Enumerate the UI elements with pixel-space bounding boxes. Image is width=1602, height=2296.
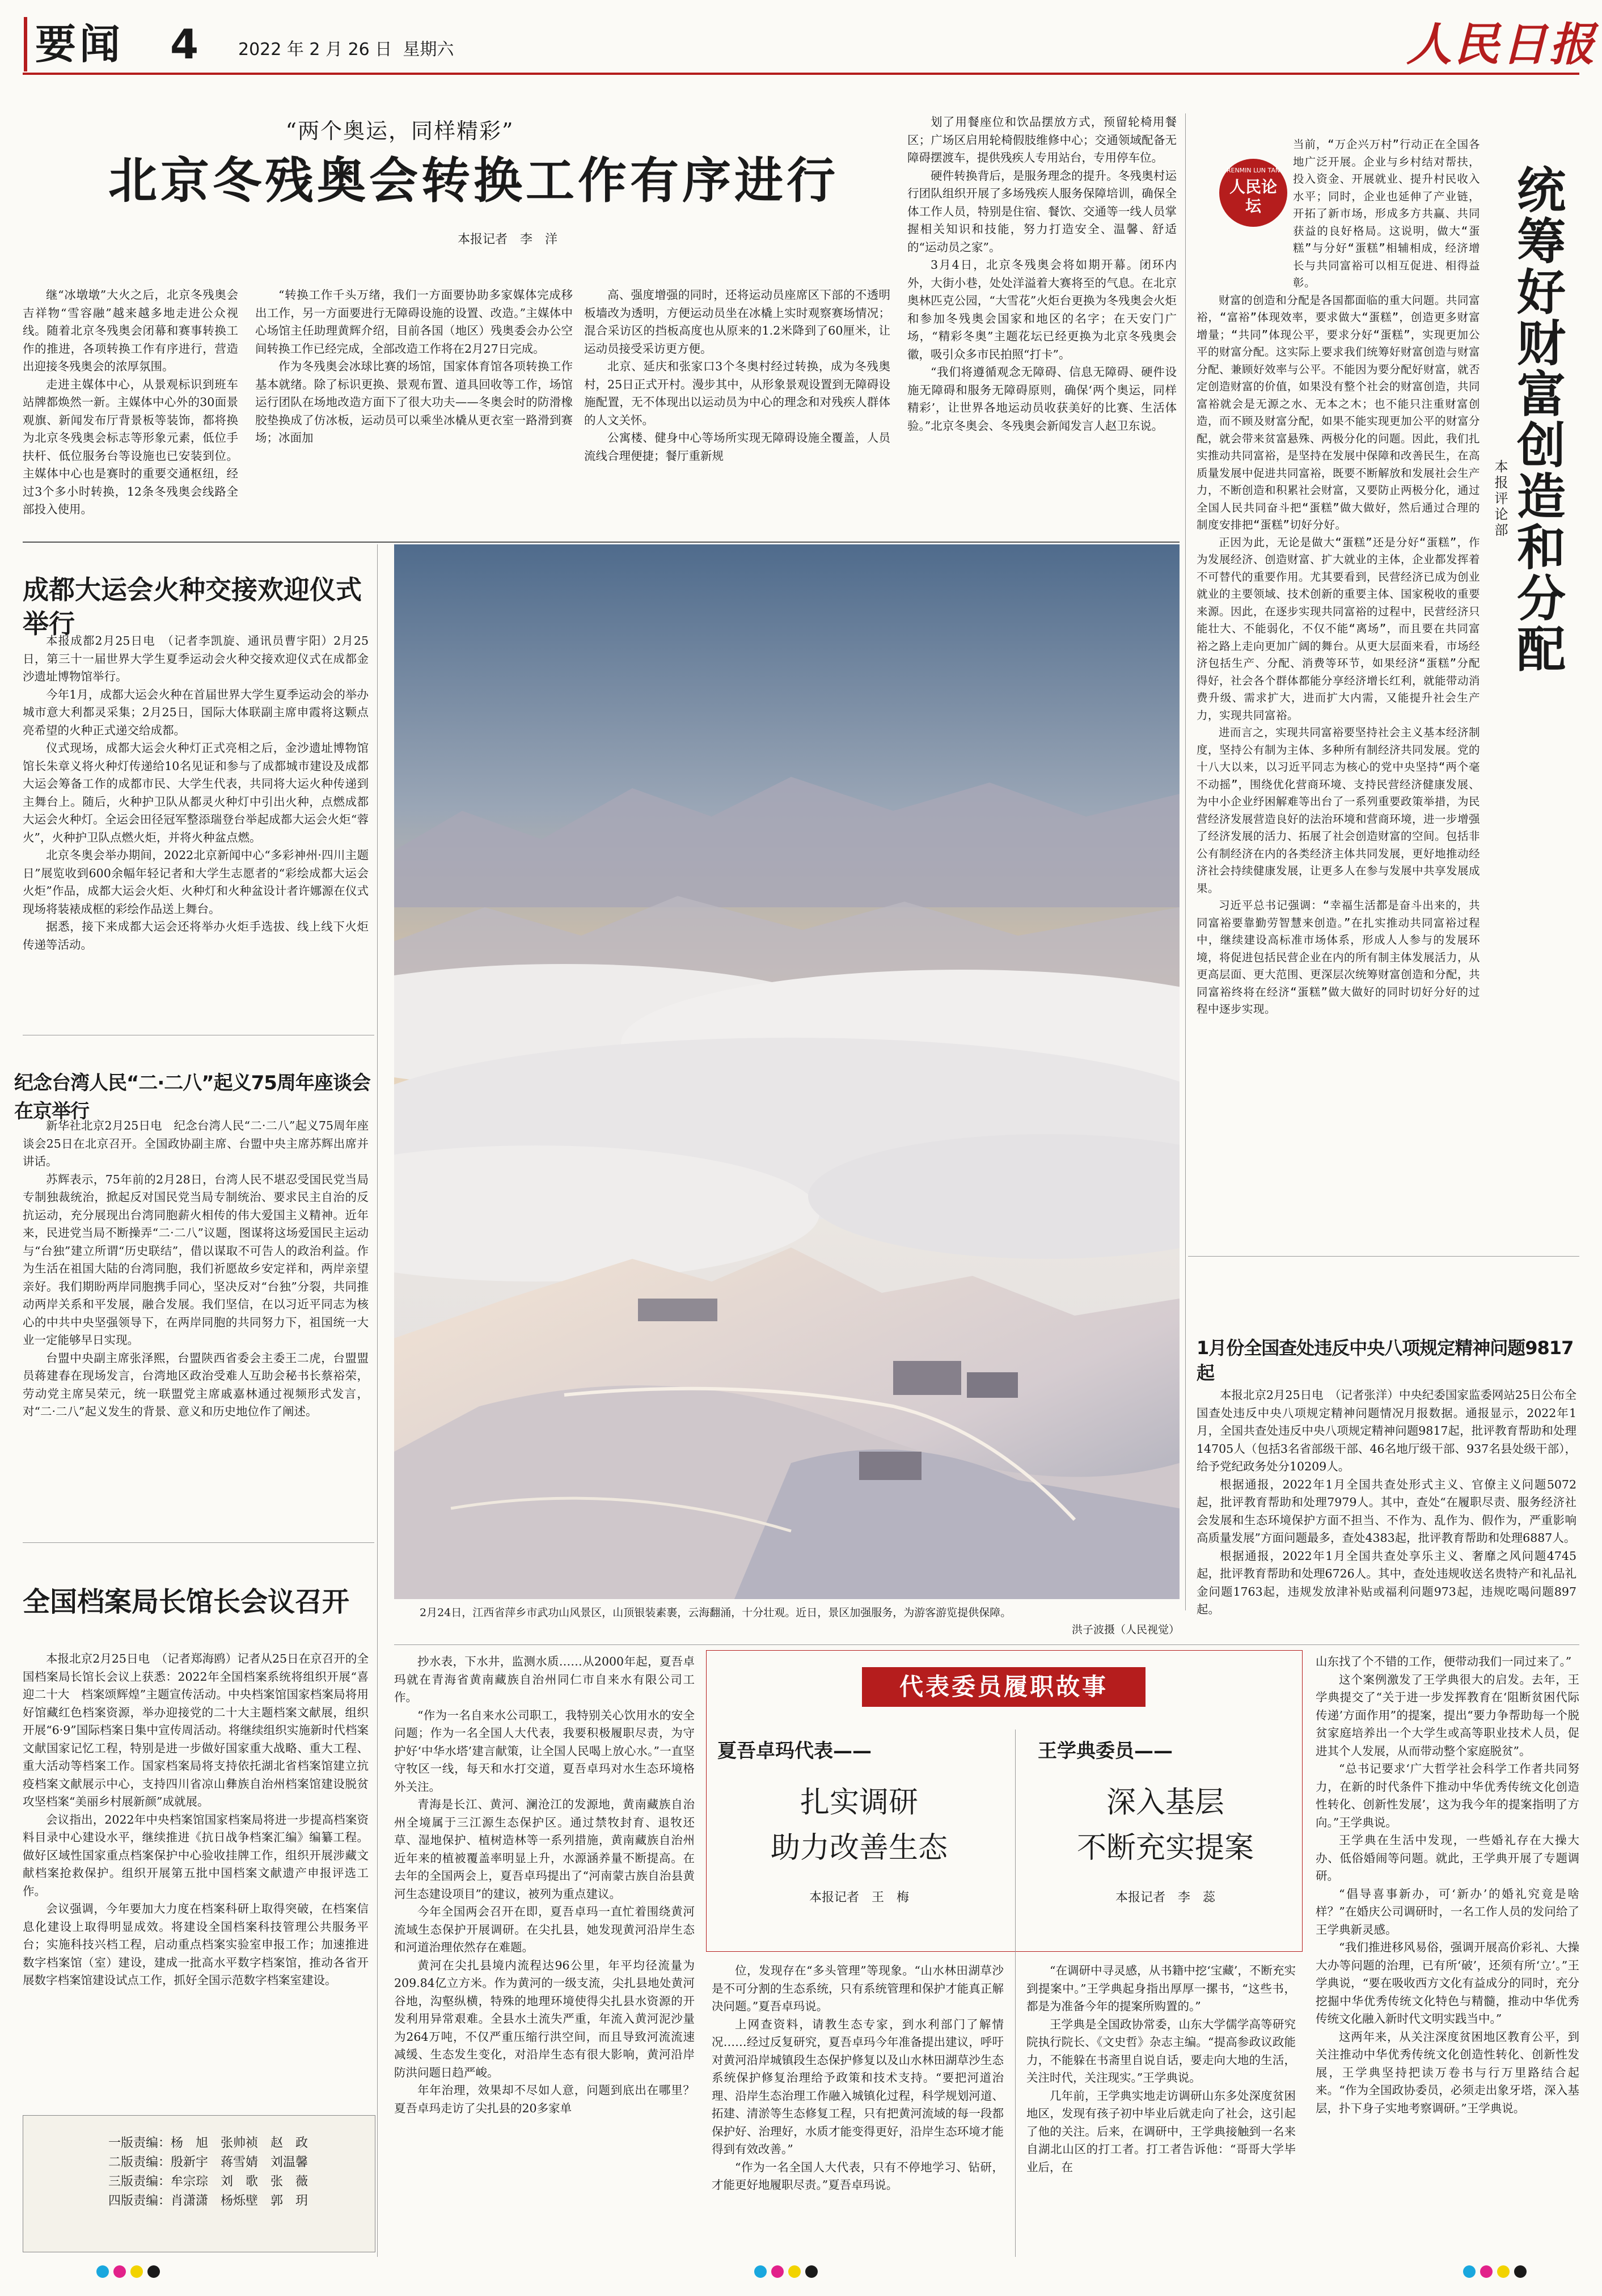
discipline-para: 本报北京2月25日电 （记者张洋）中央纪委国家监委网站25日公布全国查处违反中央八项规定精神问题情况月报数据。通报显示，2022年1月，全国共查处违反中央八项规定精神问题9817起，批评教育帮助和处理14705人（包括3名省部级干部、46名地厅级干部、937名县处级干部），给予党纪政务处分10209人。 bbox=[1197, 1388, 1576, 1473]
black-dot bbox=[805, 2265, 818, 2278]
feature-para: “倡导喜事新办，可‘新办’的婚礼究竟是啥样？”在婚庆公司调研时，一名工作人员的发问给了王学典新灵感。 bbox=[1316, 1887, 1579, 1936]
feature-left-title-1: 扎实调研 bbox=[800, 1786, 918, 1820]
magenta-dot bbox=[113, 2265, 126, 2278]
taiwan-para: 台盟中央副主席张泽熙，台盟陕西省委会主委王二虎，台盟盟员蒋建春在现场发言，台湾地区政治受难人互助会秘书长蔡裕荣，劳动党主席吴荣元，统一联盟党主席戚嘉林通过视频形式发言，对“二·二八”起义发生的背景、意义和历史地位作了阐述。 bbox=[23, 1351, 369, 1418]
feature-para: 这个案例激发了王学典很大的启发。去年，王学典提交了“关于进一步发挥教育在‘阻断贫困代际传递’方面作用”的提案，提出“要力争帮助每一个脱贫家庭培养出一个大学生或高等职业技术人员，促进其个人发展，从而带动整个家庭脱贫”。 bbox=[1316, 1672, 1579, 1758]
section-name: 要闻 bbox=[35, 20, 124, 68]
lead-para: 高、强度增强的同时，还将运动员座席区下部的不透明板墙改为透明，方便运动员坐在冰橇上实时观察赛场情况；混合采访区的挡板高度也从原来的1.2米降到了60厘米，让运动员接受采访更方便。 bbox=[584, 288, 890, 356]
lead-para: 硬件转换背后，是服务理念的提升。冬残奥村运行团队组织开展了多场残疾人服务保障培训，确保全体工作人员，特别是住宿、餐饮、交通等一线人员掌握相关知识和技能，努力打造安全、温馨、舒适的“运动员之家”。 bbox=[907, 168, 1177, 254]
divider-feature-mid bbox=[1015, 1730, 1016, 2257]
commentary-body bbox=[1197, 136, 1480, 1018]
editor-row-3 bbox=[108, 2172, 375, 2192]
taiwan-title: 纪念台湾人民“二·二八”起义75周年座谈会在京举行 bbox=[14, 1072, 370, 1123]
editor-names: 杨 旭 张帅祯 赵 政 bbox=[171, 2136, 308, 2150]
feature-left-para: 位，发现存在“多头管理”等现象。“山水林田湖草沙是不可分割的生态系统，只有系统管理和保护才能真正解决问题。”夏吾卓玛说。 bbox=[712, 1964, 1004, 2013]
lead-para: 公寓楼、健身中心等场所实现无障碍设施全覆盖，人员流线合理便捷；餐厅重新规 bbox=[584, 431, 890, 463]
commentary-para: 财富的创造和分配是各国都面临的重大问题。共同富裕，“富裕”体现效率，要求做大“蛋糕”，创造更多财富增量；“共同”体现公平，要求分好“蛋糕”，实现更加公平的财富分配。这实际上要求我们统筹好财富创造与财富分配、兼顾好效率与公平。不能因为要分配好财富，就否定创造财富的价值，如果没有整个社会的财富创造，共同富裕就会是无源之水、无本之木；也不能只注重财富创造，而不顾及财富分配，如果不能实现更加公平的财富分配，就会带来贫富悬殊、两极分化的问题。因此，我们扎实推动共同富裕，是坚持在发展中保障和改善民生，在高质量发展中促进共同富裕，既要不断解放和发展社会生产力，不断创造和积累社会财富，又要防止两极分化，通过全国人民共同奋斗把“蛋糕”做大做好，然后通过合理的制度安排把“蛋糕”切好分好。 bbox=[1197, 293, 1481, 531]
feature-far-right-col bbox=[1316, 1653, 1579, 2117]
chengdu-para: 本报成都2月25日电 （记者李凯旋、通讯员曹宇阳）2月25日，第三十一届世界大学生夏季运动会火种交接欢迎仪式在成都金沙遗址博物馆举行。 bbox=[23, 634, 369, 683]
feature-left-para: “作为一名全国人大代表，只有不停地学习、钻研，才能更好地履职尽责。”夏吾卓玛说。 bbox=[712, 2160, 1004, 2192]
cyan-dot bbox=[754, 2265, 767, 2278]
discipline-para: 根据通报，2022年1月全国共查处享乐主义、奢靡之风问题4745起，批评教育帮助和处理6726人。其中，查处违规收送名贵特产和礼品礼金问题1763起，违规发放津补贴或福利问题973起，违规吃喝问题897起。 bbox=[1197, 1549, 1576, 1616]
registration-dots-center bbox=[754, 2265, 822, 2280]
lead-para: 作为冬残奥会冰球比赛的场馆，国家体育馆各项转换工作基本就绪。除了标识更换、景观布置、道具回收等工作，场馆运行团队在场地改造方面下了很大功夫——冬奥会时的防滑橡胶垫换成了仿冰板，运动员可以乘坐冰橇从更衣室一路滑到赛场；冰面加 bbox=[255, 360, 573, 445]
editor-label: 三版责编： bbox=[108, 2175, 171, 2189]
chengdu-title: 成都大运会火种交接欢迎仪式举行 bbox=[23, 574, 362, 639]
chengdu-para: 仪式现场，成都大运会火种灯正式亮相之后，金沙遗址博物馆馆长朱章义将火种灯传递给10名见证和参与了成都城市建设及成都大运会筹备工作的成都市民、大学生代表，共同将大运火种传递到主舞台上。随后，火种护卫队从都灵火种灯中引出火种，点燃成都大运会火种灯。全运会田径冠军整添瑞登台举起成都大运会火炬“蓉火”，火种护卫队点燃火炬，并将火种盆点燃。 bbox=[23, 741, 369, 844]
feature-left-title-2: 助力改善生态 bbox=[770, 1831, 948, 1865]
discipline-title: 1月份全国查处违反中央八项规定精神问题9817起 bbox=[1197, 1337, 1574, 1384]
taiwan-body bbox=[23, 1117, 369, 1421]
feature-para: 这两年来，从关注深度贫困地区教育公平，到关注推动中华优秀传统文化创造性转化、创新性发展，王学典坚持把读万卷书与行万里路结合起来。“作为全国政协委员，必须走出象牙塔，深入基层，扑下身子实地考察调研。”王学典说。 bbox=[1316, 2029, 1579, 2115]
feature-right-para: 王学典是全国政协常委，山东大学儒学高等研究院执行院长、《文史哲》杂志主编。“提高参政议政能力，不能躲在书斋里自说自话，要走向大地的生活，关注时代，关注现实。”王学典说。 bbox=[1026, 2017, 1296, 2084]
landscape-photo bbox=[394, 544, 1180, 1599]
editor-row-4 bbox=[108, 2192, 375, 2211]
lead-para: 继“冰墩墩”大火之后，北京冬残奥会吉祥物“雪容融”越来越多地走进公众视线。随着北京冬残奥会闭幕和赛事转换工作的推进，各项转换工作有序进行，营造出迎接冬残奥会的浓厚氛围。 bbox=[23, 288, 238, 373]
lead-col-2 bbox=[255, 286, 573, 447]
yellow-dot bbox=[1497, 2265, 1510, 2278]
archives-body bbox=[23, 1650, 369, 1990]
lead-para: 走进主媒体中心，从景观标识到班车站牌都焕然一新。主媒体中心外的30面景观旗、新闻发布厅背景板等装饰，都将换为北京冬残奥会标志等形象元素，低位手扶杆、低位服务台等设施也已安装到位。主媒体中心也是赛时的重要交通枢纽，经过3个多小时转换，12条冬残奥会线路全部投入使用。 bbox=[23, 377, 238, 516]
lead-title: 北京冬残奥会转换工作有序进行 bbox=[108, 153, 839, 209]
feature-right-body bbox=[1026, 1962, 1296, 2176]
feature-left-byline: 本报记者 王 梅 bbox=[809, 1891, 909, 1905]
editor-label: 一版责编： bbox=[108, 2136, 171, 2150]
lead-divider bbox=[23, 542, 1180, 543]
lead-byline: 本报记者 李 洋 bbox=[457, 232, 557, 247]
editor-label: 四版责编： bbox=[108, 2194, 171, 2208]
lead-col-3 bbox=[584, 286, 890, 465]
editor-row-2 bbox=[108, 2153, 375, 2172]
lead-para: “我们将遵循观念无障碍、信息无障碍、硬件设施无障碍和服务无障碍原则，确保‘两个奥运，同样精彩’，让世界各地运动员收获美好的比赛、生活体验。”北京冬奥会、冬残奥会新闻发言人赵卫东说。 bbox=[907, 365, 1177, 433]
feature-banner: 代表委员履职故事 bbox=[862, 1667, 1146, 1707]
photo-credit: 洪子波摄（人民视觉） bbox=[1071, 1623, 1180, 1636]
feature-right-para: 几年前，王学典实地走访调研山东多处深度贫困地区，发现有孩子初中毕业后就走向了社会，这引起了他的关注。后来，在调研中，王学典接触到一名来自湖北山区的打工者。打工者告诉他：“哥哥大学毕业后，在 bbox=[1026, 2088, 1296, 2174]
divider-taiwan bbox=[23, 1542, 374, 1543]
issue-date bbox=[238, 35, 454, 60]
lead-kicker: “两个奥运，同样精彩” bbox=[285, 119, 514, 143]
divider-photo-bottom bbox=[394, 1644, 1579, 1645]
paper-logo: 人民日报 bbox=[1406, 18, 1597, 71]
magenta-dot bbox=[771, 2265, 784, 2278]
divider-commentary-bottom bbox=[1188, 1256, 1579, 1257]
magenta-dot bbox=[1480, 2265, 1493, 2278]
badge-small-text: RENMIN LUN TAN bbox=[1226, 167, 1280, 174]
editor-names: 肖潇潇 杨烁壁 郭 玥 bbox=[171, 2194, 308, 2208]
feature-para: “我们推进移风易俗，强调开展高价彩礼、大操大办等问题的治理，已有所‘破’，还须有所‘立’。”王学典说，“要在吸收西方文化有益成分的同时，充分挖掘中华优秀传统文化特色与精髓，推动中华优秀传统文化融入新时代文明实践当中。” bbox=[1316, 1940, 1579, 2026]
commentary-title: 统筹好财富创造和分配 bbox=[1508, 164, 1565, 675]
feature-left-body bbox=[712, 1962, 1004, 2194]
feature-right-title-1: 深入基层 bbox=[1106, 1786, 1224, 1820]
lead-para: 3月4日，北京冬残奥会将如期开幕。闭环内外，大街小巷，处处洋溢着大赛将至的气息。在北京奥林匹克公园，“大雪花”火炬台更换为冬残奥会火炬和参加冬残奥会国家和地区的名字；在天安门广场，“精彩冬奥”主题花坛已经更换为北京冬残奥会徽，吸引众多市民拍照“打卡”。 bbox=[907, 258, 1177, 361]
chengdu-para: 据悉，接下来成都大运会还将举办火炬手选拔、线上线下火炬传递等活动。 bbox=[23, 920, 369, 952]
commentary-author: 本报评论部 bbox=[1492, 459, 1508, 539]
feature-para: 青海是长江、黄河、澜沧江的发源地，黄南藏族自治州全境属于三江源生态保护区。通过禁牧封育、退牧还草、湿地保护、植树造林等一系列措施，黄南藏族自治州近年来的植被覆盖率明显上升，水源涵养量不断提高。在去年的全国两会上，夏吾卓玛提出了“河南蒙古族自治县黄河生态建设项目”的建议，被列为重点建议。 bbox=[394, 1798, 695, 1901]
feature-right-head bbox=[1038, 1735, 1293, 1905]
feature-para: 王学典在生活中发现，一些婚礼存在大操大办、低俗婚闹等问题。就此，王学典开展了专题调研。 bbox=[1316, 1833, 1579, 1883]
editor-label: 二版责编： bbox=[108, 2155, 171, 2170]
weekday-text: 星期六 bbox=[403, 40, 454, 60]
feature-right-para: “在调研中寻灵感，从书籍中挖‘宝藏’，不断充实到提案中。”王学典起身指出厚厚一摞书，“这些书，都是为准备今年的提案所购置的。” bbox=[1026, 1964, 1296, 2013]
black-dot bbox=[1514, 2265, 1527, 2278]
registration-dots-left bbox=[96, 2265, 164, 2280]
commentary-para: 正因为此，无论是做大“蛋糕”还是分好“蛋糕”，作为发展经济、创造财富、扩大就业的主体，企业都发挥着不可替代的重要作用。尤其要看到，民营经济已成为创业就业的主要领域、技术创新的重要主体、国家税收的重要来源。因此，在逐步实现共同富裕的过程中，民营经济只能壮大、不能弱化，不仅不能“离场”，而且要在共同富裕之路上走向更加广阔的舞台。从更大层面来看，市场经济包括生产、分配、消费等环节，如果经济“蛋糕”分配得好，社会各个群体都能分享经济增长红利，就能带动消费升级、需求扩大，进而扩大内需，又能提升社会生产力，实现共同富裕。 bbox=[1197, 535, 1481, 722]
lead-col-4 bbox=[907, 113, 1177, 435]
feature-left-col bbox=[394, 1653, 695, 2117]
archives-para: 本报北京2月25日电 （记者郑海鸥）记者从25日在京召开的全国档案局长馆长会议上获悉：2022年全国档案系统将组织开展“喜迎二十大 档案颂辉煌”主题宣传活动。中央档案馆国家档案局将用好馆藏红色档案资源，举办迎接党的二十大主题档案文献展，组织开展“6·9”国际档案日集中宣传周活动。将继续组织实施新时代档案文献国家记忆工程，特别是进一步做好国家重大战略、重大工程、重大活动等档案工作。国家档案局将支持依托湖北省档案馆建立抗疫档案文献展示中心，支持四川省凉山彝族自治州档案馆建设脱贫攻坚档案“美丽乡村展新颜”成就展。 bbox=[23, 1652, 369, 1808]
editor-names: 牟宗琮 刘 歌 张 薇 bbox=[171, 2175, 308, 2189]
chengdu-para: 今年1月，成都大运会火种在首届世界大学生夏季运动会的举办城市意大利都灵采集；2月25日，国际大体联副主席申霞将这颗点亮希望的火种正式递交给成都。 bbox=[23, 687, 369, 737]
lead-header bbox=[23, 113, 924, 247]
commentary-para: 习近平总书记强调：“幸福生活都是奋斗出来的，共同富裕要靠勤劳智慧来创造。”在扎实推动共同富裕过程中，继续建设高标准市场体系，形成人人参与的发展环境，将促进包括民营企业在内的所有制主体发展活力，从更高层面、更大范围、更深层次统筹财富创造和分配，共同富裕终将在经济“蛋糕”做大做好的同时切好分好的过程中逐步实现。 bbox=[1197, 899, 1481, 1016]
taiwan-para: 苏辉表示，75年前的2月28日，台湾人民不堪忍受国民党当局专制独裁统治，掀起反对国民党当局专制统治、要求民主自治的反抗运动，充分展现出台湾同胞薪火相传的伟大爱国主义精神。近年来，民进党当局不断操弄“二·二八”议题，图谋将这场爱国民主运动与“台独”建立所谓“历史联结”，借以谋取不可告人的政治利益。作为生活在祖国大陆的台湾同胞，我们祈愿故乡安定祥和，两岸亲望亲好。我们期盼两岸同胞携手同心，坚决反对“台独”分裂，共同推动两岸关系和平发展，融合发展。我们坚信，在以习近平同志为核心的中共中央坚强领导下，在两岸同胞的共同努力下，祖国统一大业一定能够早日实现。 bbox=[23, 1172, 369, 1347]
cyan-dot bbox=[96, 2265, 109, 2278]
feature-left-head bbox=[717, 1735, 1001, 1905]
discipline-body bbox=[1197, 1386, 1576, 1619]
page-number: 4 bbox=[170, 20, 199, 68]
discipline-para: 根据通报，2022年1月全国共查处形式主义、官僚主义问题5072起，批评教育帮助和处理7979人。其中，查处“在履职尽责、服务经济社会发展和生态环境保护方面不担当、不作为、乱作为、假作为，严重影响高质量发展”方面问题最多，查处4383起，批评教育帮助和处理6887人。 bbox=[1197, 1477, 1576, 1545]
registration-dots-right bbox=[1463, 2265, 1531, 2280]
feature-right-title-2: 不断充实提案 bbox=[1076, 1831, 1254, 1865]
photo-svg bbox=[394, 544, 1180, 1599]
masthead-accent bbox=[24, 17, 27, 71]
taiwan-para: 新华社北京2月25日电 纪念台湾人民“二·二八”起义75周年座谈会25日在北京召开。全国政协副主席、台盟中央主席苏辉出席并讲话。 bbox=[23, 1119, 369, 1168]
feature-right-byline: 本报记者 李 蕊 bbox=[1115, 1891, 1215, 1905]
feature-para: 山东找了个不错的工作，便带动我们一同过来了。” bbox=[1316, 1655, 1572, 1668]
divider-commentary bbox=[1185, 113, 1186, 1610]
feature-para: 今年全国两会召开在即，夏吾卓玛一直忙着围绕黄河流域生态保护开展调研。在尖扎县，她发现黄河沿岸生态和河道治理依然存在难题。 bbox=[394, 1905, 695, 1954]
divider-left-col bbox=[377, 544, 378, 2257]
lead-para: “转换工作千头万绪，我们一方面要协助多家媒体完成移出工作，另一方面要进行无障碍设施的设置、改造。”主媒体中心场馆主任助理黄辉介绍，目前各国（地区）残奥委会办公空间转换工作已经完成，全部改造工作将在2月27日完成。 bbox=[255, 288, 573, 356]
editor-names: 殷新宇 蒋雪婧 刘温馨 bbox=[171, 2155, 308, 2170]
yellow-dot bbox=[130, 2265, 143, 2278]
archives-para: 会议强调，今年要加大力度在档案科研上取得突破，在档案信息化建设上取得明显成效。将建设全国档案科技管理公共服务平台；实施科技兴档工程，启动重点档案实验室申报工作；加速推进数字档案馆（室）建设，建成一批高水平数字档案馆，推动各省开展数字档案馆建设试点工作，抓好全国示范数字档案室建设。 bbox=[23, 1902, 369, 1987]
feature-right-person: 王学典委员—— bbox=[1038, 1740, 1173, 1762]
date-text: 2022 年 2 月 26 日 bbox=[238, 40, 392, 60]
commentary-para: 当前，“万企兴万村”行动正在全国各地广泛开展。企业与乡村结对帮扶，投入资金、开展就业、提升村民收入水平；同时，企业也延伸了产业链，开拓了新市场，形成多方共赢、共同获益的良好格局。这说明，做大“蛋糕”与分好“蛋糕”相辅相成，经济增长与共同富裕可以相互促进、相得益彰。 bbox=[1293, 138, 1480, 289]
lead-para: 北京、延庆和张家口3个冬奥村经过转换，成为冬残奥村，25日正式开村。漫步其中，从形象景观设置到无障碍设施配置，无不体现出以运动员为中心的理念和对残疾人群体的人文关怀。 bbox=[584, 360, 890, 427]
chengdu-body bbox=[23, 632, 369, 954]
photo-caption: 2月24日，江西省萍乡市武功山风景区，山顶银装素裹，云海翻涌，十分壮观。近日，景区加强服务，为游客游览提供保障。 bbox=[420, 1606, 1012, 1619]
cyan-dot bbox=[1463, 2265, 1476, 2278]
chengdu-para: 北京冬奥会举办期间，2022北京新闻中心“多彩神州·四川主题日”展览收到600余幅年轻记者和大学生志愿者的“彩绘成都大运会火炬”作品，成都大运会火炬、火种灯和火种盆设计者许娜源在仪式现场将装裱成框的彩绘作品送上舞台。 bbox=[23, 848, 369, 916]
editors-box bbox=[23, 2115, 375, 2252]
feature-para: 黄河在尖扎县境内流程达96公里，年平均径流量为209.84亿立方米。作为黄河的一级支流，尖扎县地处黄河谷地，沟壑纵横，特殊的地理环境使得尖扎县水资源的开发利用异常艰难。全县水土流失严重，年流入黄河泥沙量为264万吨，不仅严重压缩行洪空间，而且导致河流流速减缓、生态发生变化，对沿岸生态有很大影响，黄河沿岸防洪问题日趋严峻。 bbox=[394, 1958, 695, 2079]
badge-text: 人民论坛 bbox=[1229, 177, 1277, 215]
black-dot bbox=[147, 2265, 160, 2278]
editor-row-1 bbox=[108, 2134, 375, 2153]
feature-para: 抄水表，下水井，监测水质……从2000年起，夏吾卓玛就在青海省黄南藏族自治州同仁市自来水有限公司工作。 bbox=[394, 1655, 695, 1704]
yellow-dot bbox=[788, 2265, 801, 2278]
feature-left-person: 夏吾卓玛代表—— bbox=[717, 1740, 872, 1762]
archives-title: 全国档案局长馆长会议召开 bbox=[23, 1586, 350, 1618]
archives-para: 会议指出，2022年中央档案馆国家档案局将进一步提高档案资料目录中心建设水平，继续推进《抗日战争档案汇编》编纂工程。做好区域性国家重点档案保护中心验收挂牌工作，组织开展涉藏文献档案抢救保护。组织开展第五批中国档案文献遗产申报评选工作。 bbox=[23, 1812, 369, 1898]
feature-para: “作为一名自来水公司职工，我特别关心饮用水的安全问题；作为一名全国人大代表，我要积极履职尽责，为守护好‘中华水塔’建言献策，让全国人民喝上放心水。”一直坚守牧区一线，每天和水打交道，夏吾卓玛对水生态环境格外关注。 bbox=[394, 1708, 695, 1794]
commentary-para: 进而言之，实现共同富裕要坚持社会主义基本经济制度，坚持公有制为主体、多种所有制经济共同发展。党的十八大以来，以习近平同志为核心的党中央坚持“两个毫不动摇”，围绕优化营商环境、支持民营经济健康发展、为中小企业纾困解难等出台了一系列重要政策举措，为民营经济发展营造良好的法治环境和营商环境，进一步增强了经济发展的活力、拓展了社会创造财富的空间。包括非公有制经济在内的各类经济主体共同发展，更好地推动经济社会持续健康发展，让更多人在参与发展中共享发展成果。 bbox=[1197, 726, 1481, 895]
lead-para: 划了用餐座位和饮品摆放方式，预留轮椅用餐区；广场区启用轮椅假肢维修中心；交通领域配备无障碍摆渡车，提供残疾人专用站台，专用停车位。 bbox=[907, 115, 1177, 164]
feature-para: 年年治理，效果却不尽如人意，问题到底出在哪里？夏吾卓玛走访了尖扎县的20多家单 bbox=[394, 2083, 695, 2115]
feature-para: “总书记要求‘广大哲学社会科学工作者共同努力，在新的时代条件下推动中华优秀传统文化创造性转化、创新性发展’，这为我今年的提案指明了方向。”王学典说。 bbox=[1316, 1762, 1579, 1829]
feature-left-para: 上网查资料，请教生态专家，到水利部门了解情况……经过反复研究，夏吾卓玛今年准备提出建议，呼吁对黄河沿岸城镇段生态保护修复以及山水林田湖草沙生态系统保护修复治理给予政策和技术支持。“要把河道治理、沿岸生态治理工作融入城镇化过程，科学规划河道、拓建、清淤等生态修复工程，只有把黄河流域的每一段都保护好、治理好，水质才能变得更好，沿岸生态环境才能得到有效改善。” bbox=[712, 2017, 1004, 2156]
lead-col-1 bbox=[23, 286, 238, 519]
